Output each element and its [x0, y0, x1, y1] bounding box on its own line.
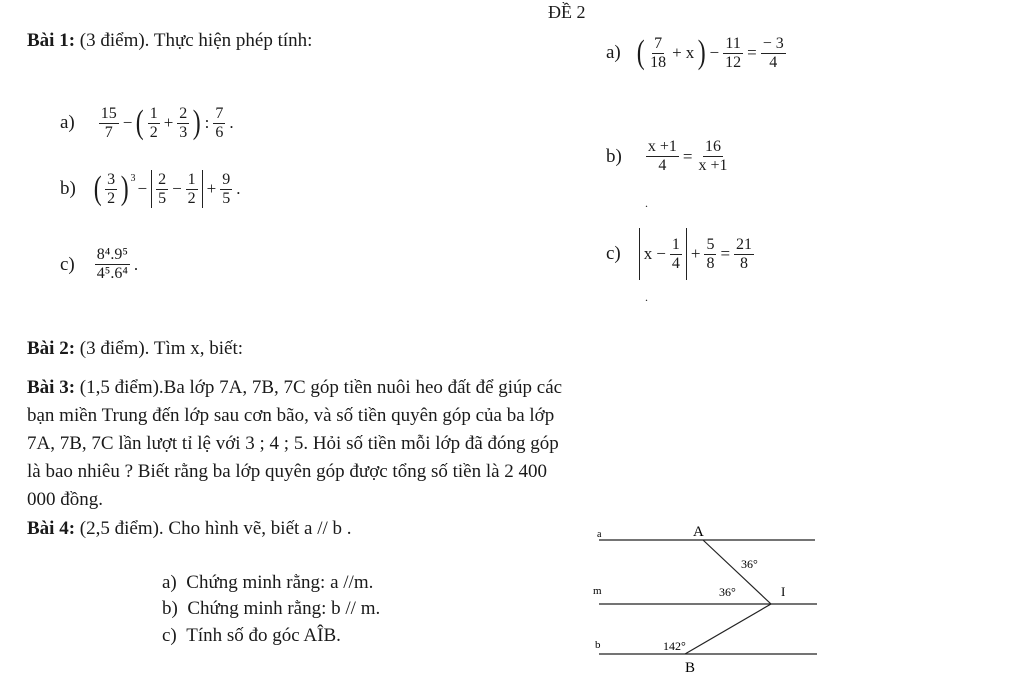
fraction: $\frac{21}{8}$	[736, 235, 753, 272]
bai4-text: (2,5 điểm). Cho hình vẽ, biết a // b .	[79, 518, 352, 539]
bai2-text: (3 điểm). Tìm x, biết:	[79, 338, 244, 359]
label-point-i: I	[781, 584, 786, 599]
label-a: a	[597, 529, 602, 540]
bai4-heading	[27, 518, 352, 540]
item-letter: b)	[606, 145, 622, 167]
bai3-line: là bao nhiêu ? Biết rằng ba lớp quyên góp được tổng số tiền là 2 400	[27, 461, 548, 482]
bai1-item-a: a) $\frac{15}{7}$ − ( $\frac{1}{2}$ + $\frac{2}{3}$ ) : $\frac{7}{6}$ .	[60, 104, 234, 141]
fraction: $\frac{x +1}{4}$	[647, 138, 677, 174]
bai2-item-a: a) ( $\frac{7}{18}$ + x ) − $\frac{11}{12}$ = $\frac{- 3}{4}$	[606, 34, 784, 71]
fraction: $\frac{2}{3}$	[179, 104, 188, 141]
bai2-heading	[27, 338, 243, 360]
item-letter: a)	[606, 42, 621, 63]
fraction: $\frac{\text{8⁴.9⁵}}{\text{4⁵.6⁴}}$	[96, 246, 128, 282]
geometry-figure	[585, 520, 830, 674]
fraction: $\frac{1}{4}$	[671, 235, 680, 272]
bai3-line: bạn miền Trung đến lớp sau cơn bão, và số tiền quyên góp của ba lớp	[27, 405, 555, 426]
fraction: $\frac{1}{2}$	[149, 104, 158, 141]
fraction: $\frac{1}{2}$	[187, 170, 196, 207]
bai4-label: Bài 4:	[27, 518, 76, 539]
fraction: $\frac{7}{18}$	[650, 34, 667, 71]
bai4-item-b: b) Chứng minh rằng: b // m.	[162, 598, 381, 619]
decorative-dot: .	[645, 196, 648, 210]
bai1-item-b: b) ( $\frac{3}{2}$ ) 3 − $\frac{2}{5}$ − $\frac{1}{2}$ + $\frac{9}{5}$ .	[60, 170, 241, 207]
fraction: $\frac{2}{5}$	[158, 170, 167, 207]
label-point-a: A	[693, 524, 704, 540]
segment-ai	[703, 540, 771, 604]
bai3-paragraph	[27, 374, 727, 514]
fraction: $\frac{5}{8}$	[706, 235, 715, 272]
bai1-heading	[27, 30, 312, 52]
bai3-line: 7A, 7B, 7C lần lượt tỉ lệ với 3 ; 4 ; 5. Hỏi số tiền mỗi lớp đã đóng góp	[27, 433, 559, 454]
fraction: $\frac{11}{12}$	[725, 34, 742, 71]
item-letter: c)	[60, 253, 75, 275]
segment-ib	[685, 604, 771, 654]
bai2-label: Bài 2:	[27, 338, 76, 359]
bai1-item-c: c) $\frac{\text{8⁴.9⁵}}{\text{4⁵.6⁴}}$ .	[60, 246, 139, 282]
bai4-item-a: a) Chứng minh rằng: a //m.	[162, 572, 374, 593]
fraction: $\frac{16}{x +1}$	[698, 138, 728, 174]
fraction: $\frac{9}{5}$	[222, 170, 231, 207]
bai3-line: 000 đồng.	[27, 489, 103, 510]
item-letter: c)	[606, 243, 621, 264]
item-letter: a)	[60, 112, 75, 133]
bai1-text: (3 điểm). Thực hiện phép tính:	[79, 30, 313, 51]
angle-label-1: 36°	[741, 557, 758, 571]
label-b: b	[595, 639, 601, 651]
exam-title: ĐỀ 2	[548, 2, 586, 22]
angle-label-3: 142°	[663, 639, 686, 653]
bai3-line: (1,5 điểm).Ba lớp 7A, 7B, 7C góp tiền nuôi heo đất để giúp các	[79, 377, 563, 398]
bai4-item-c: c) Tính số đo góc AÎB.	[162, 625, 341, 646]
fraction: $\frac{3}{2}$	[107, 170, 116, 207]
item-letter: b)	[60, 178, 76, 199]
bai2-item-b: b) $\frac{x +1}{4}$ = $\frac{16}{x +1}$	[606, 138, 728, 174]
label-point-b: B	[685, 660, 696, 674]
bai3-label: Bài 3:	[27, 377, 76, 398]
decorative-dot: .	[645, 290, 648, 304]
label-m: m	[593, 585, 602, 597]
fraction: $\frac{15}{7}$	[100, 104, 117, 141]
bai2-item-c: c) x − $\frac{1}{4}$ + $\frac{5}{8}$ = $\frac{21}{8}$	[606, 228, 756, 280]
fraction: $\frac{- 3}{4}$	[762, 34, 784, 71]
angle-label-2: 36°	[719, 585, 736, 599]
bai1-label: Bài 1:	[27, 30, 76, 51]
fraction: $\frac{7}{6}$	[215, 104, 224, 141]
